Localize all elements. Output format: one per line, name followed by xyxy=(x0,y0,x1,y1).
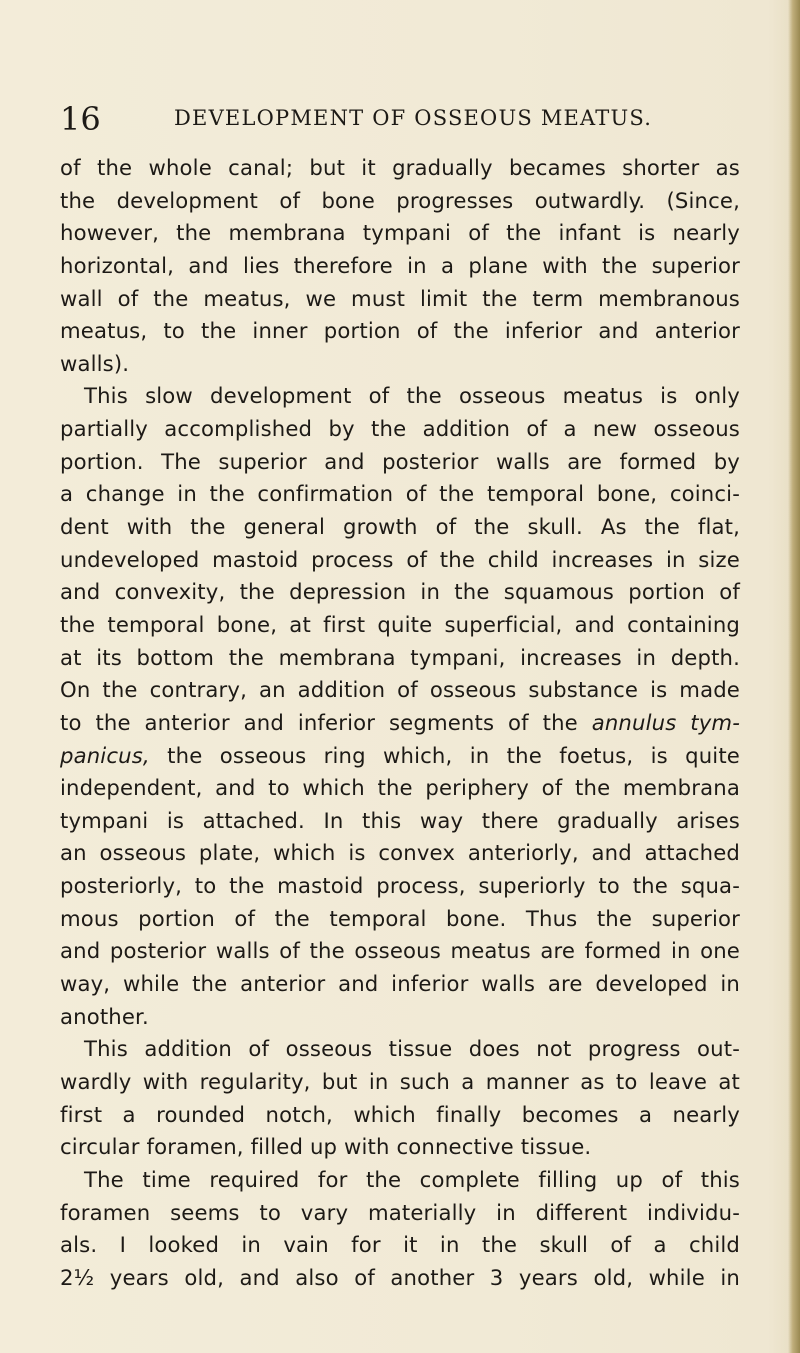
body-text xyxy=(60,152,740,1294)
text-line: tympani is attached. In this way there gradually arises xyxy=(60,807,740,833)
text-line: meatus, to the inner portion of the inferior and anterior xyxy=(60,318,740,344)
text-line: of the whole canal; but it gradually becames shorter as xyxy=(60,155,740,180)
text-line: the temporal bone, at first quite superficial, and containing xyxy=(60,611,740,637)
text-line: circular foramen, filled up with connective tissue. xyxy=(60,1134,592,1160)
text-line xyxy=(60,740,740,773)
text-line: wall of the meatus, we must limit the term membranous xyxy=(60,285,740,311)
text-line: portion. The superior and posterior walls are formed by xyxy=(60,448,740,474)
text-line: partially accomplished by the addition of a new osseous xyxy=(60,416,740,442)
text-line: This slow development of the osseous meatus is only xyxy=(84,383,740,409)
text-line xyxy=(60,707,740,740)
text-line: foramen seems to vary materially in different individu- xyxy=(60,1199,740,1225)
italic-term: panicus, xyxy=(60,742,150,768)
text-line: horizontal, and lies therefore in a plane with the superior xyxy=(60,252,740,278)
text-line: an osseous plate, which is convex anteriorly, and attached xyxy=(60,840,740,866)
text-line: walls). xyxy=(60,350,130,376)
text-segment: the osseous ring which, in the foetus, is quite xyxy=(167,742,740,768)
page-header xyxy=(60,100,740,140)
text-line: wardly with regularity, but in such a manner as to leave at xyxy=(60,1068,740,1094)
text-line: independent, and to which the periphery of the membrana xyxy=(60,775,740,801)
page-edge xyxy=(788,0,800,1353)
text-line: way, while the anterior and inferior walls are developed in xyxy=(60,971,740,997)
text-line: dent with the general growth of the skull. As the flat, xyxy=(60,514,740,540)
text-line: als. I looked in vain for it in the skull of a child xyxy=(60,1232,740,1258)
text-segment: to the anterior and inferior segments of the xyxy=(60,709,578,735)
text-line: undeveloped mastoid process of the child increases in size xyxy=(60,546,740,572)
text-line: This addition of osseous tissue does not progress out- xyxy=(84,1036,740,1062)
text-line: a change in the confirmation of the temporal bone, coinci- xyxy=(60,481,740,507)
text-line: at its bottom the membrana tympani, increases in depth. xyxy=(60,644,740,670)
italic-term: annulus tym- xyxy=(591,709,740,735)
page-number: 16 xyxy=(60,100,101,138)
text-line: however, the membrana tympani of the infant is nearly xyxy=(60,220,740,246)
text-line: 2½ years old, and also of another 3 years old, while in xyxy=(60,1264,740,1290)
text-line: first a rounded notch, which finally becomes a nearly xyxy=(60,1101,740,1127)
text-line: mous portion of the temporal bone. Thus the superior xyxy=(60,905,740,931)
text-line: The time required for the complete filling up of this xyxy=(84,1166,740,1192)
text-line: the development of bone progresses outwardly. (Since, xyxy=(60,187,740,213)
text-line: and convexity, the depression in the squamous portion of xyxy=(60,579,740,605)
text-line: posteriorly, to the mastoid process, superiorly to the squa- xyxy=(60,873,740,899)
text-line: and posterior walls of the osseous meatus are formed in one xyxy=(60,938,740,964)
text-line: On the contrary, an addition of osseous substance is made xyxy=(60,677,740,703)
text-line: another. xyxy=(60,1003,149,1029)
running-head: DEVELOPMENT OF OSSEOUS MEATUS. xyxy=(174,106,653,130)
